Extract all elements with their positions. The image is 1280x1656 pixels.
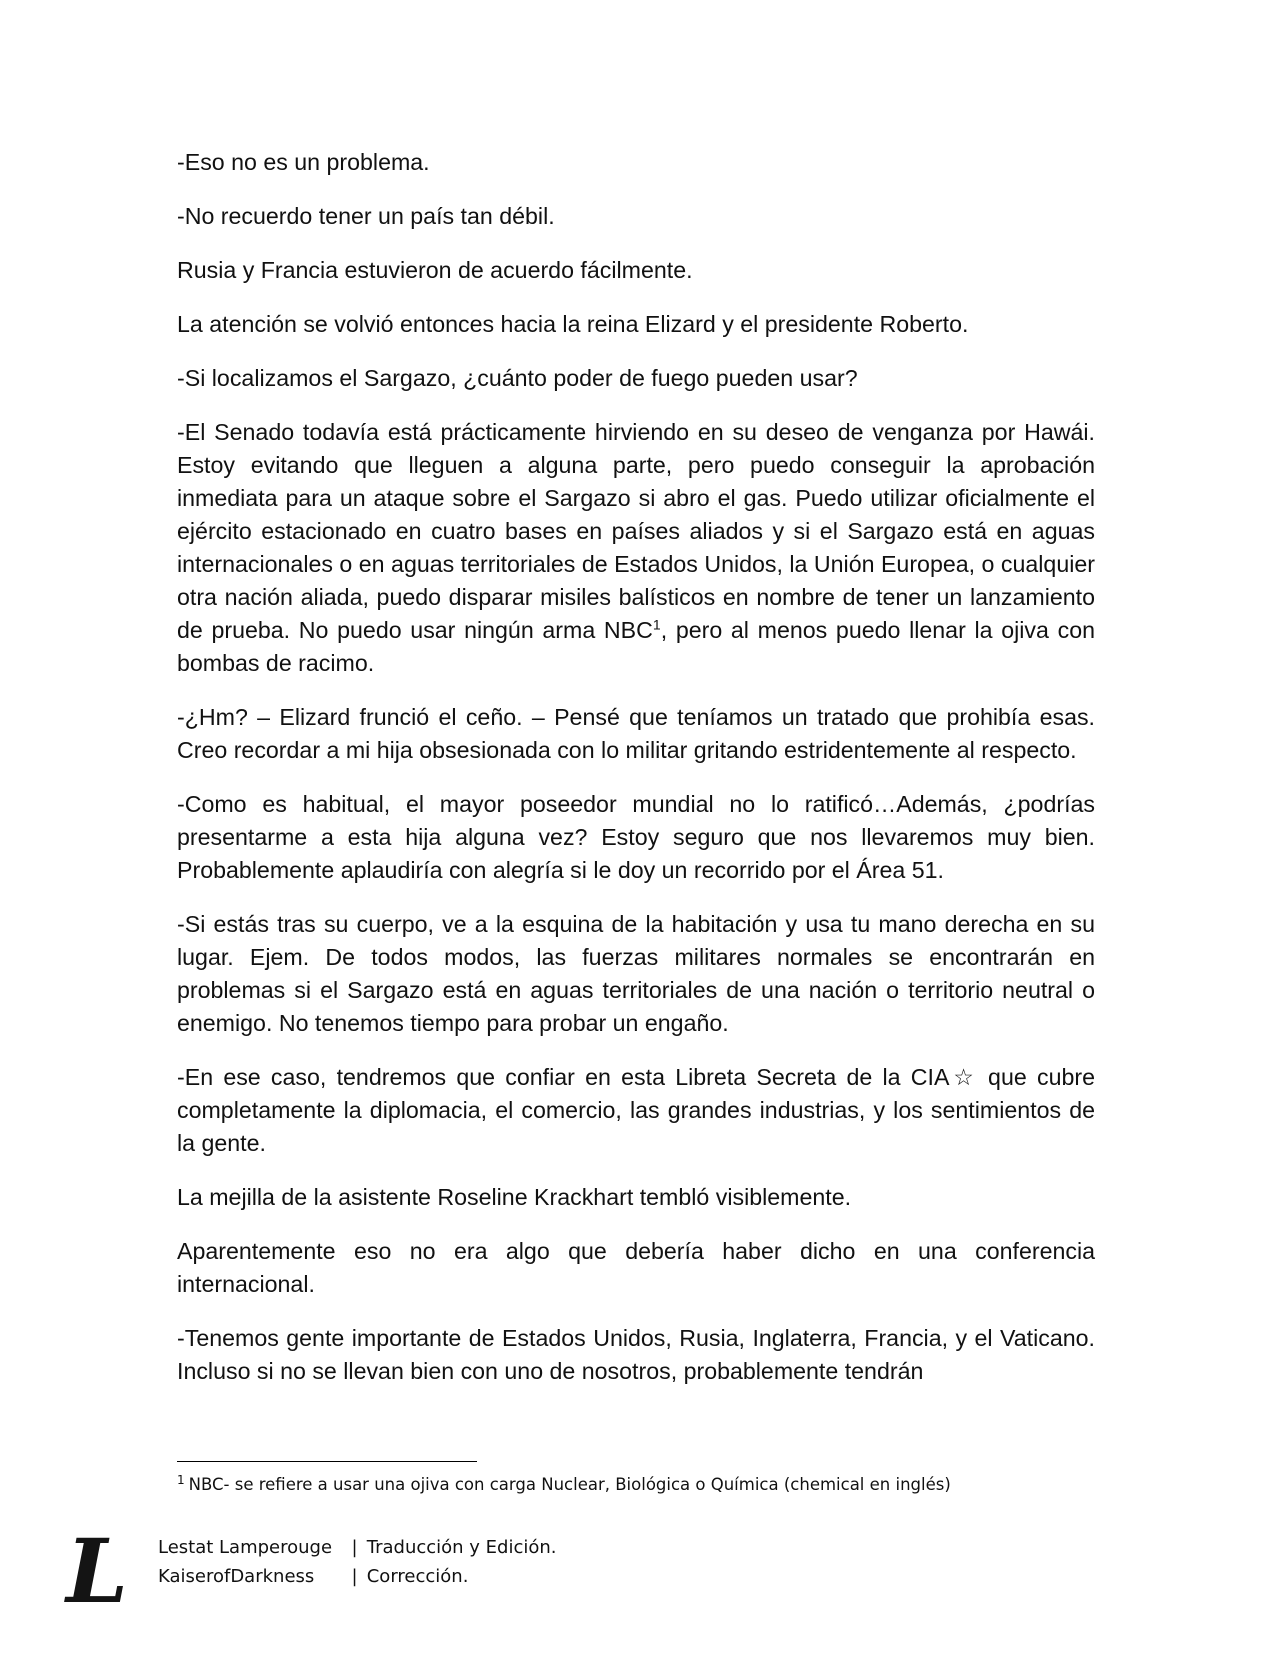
paragraph: -Si localizamos el Sargazo, ¿cuánto poder de fuego pueden usar?: [177, 365, 858, 391]
credit-separator: |: [351, 1537, 358, 1558]
paragraph: -Como es habitual, el mayor poseedor mundial no lo ratificó…Además, ¿podrías presentarme a esta hija alguna vez? Estoy seguro que nos llevaremos muy bien. Probablemente aplaudiría con alegría si le doy un recorrido por el Área 51.: [177, 791, 1095, 883]
credit-name: Lestat Lamperouge: [158, 1537, 333, 1558]
paragraph-text-continued: , pero al menos puedo llenar la ojiva con bombas de racimo.: [177, 617, 1095, 676]
credits: [158, 1533, 557, 1591]
l-logo-icon: [66, 1519, 128, 1623]
credit-row: [158, 1562, 557, 1591]
body-text: [177, 146, 1095, 1409]
paragraph-with-footnote: [177, 416, 1095, 680]
paragraph: -En ese caso, tendremos que confiar en esta Libreta Secreta de la CIA☆ que cubre completamente la diplomacia, el comercio, las grandes industrias, y los sentimientos de la gente.: [177, 1064, 1095, 1156]
credit-role: Corrección.: [366, 1566, 469, 1587]
credit-row: [158, 1533, 557, 1562]
paragraph: -No recuerdo tener un país tan débil.: [177, 203, 555, 229]
paragraph: -Tenemos gente importante de Estados Unidos, Rusia, Inglaterra, Francia, y el Vaticano. Incluso si no se llevan bien con uno de nosotros, probablemente tendrán: [177, 1325, 1095, 1384]
paragraph: La atención se volvió entonces hacia la reina Elizard y el presidente Roberto.: [177, 311, 969, 337]
footnote-number: 1: [177, 1472, 185, 1487]
paragraph: Aparentemente eso no era algo que debería haber dicho en una conferencia internacional.: [177, 1238, 1095, 1297]
footnote: [177, 1474, 1097, 1496]
paragraph: Rusia y Francia estuvieron de acuerdo fácilmente.: [177, 257, 693, 283]
paragraph: La mejilla de la asistente Roseline Krackhart tembló visiblemente.: [177, 1184, 852, 1210]
credit-separator: |: [351, 1566, 358, 1587]
footnote-divider: [177, 1461, 477, 1462]
paragraph: -¿Hm? – Elizard frunció el ceño. – Pensé que teníamos un tratado que prohibía esas. Creo recordar a mi hija obsesionada con lo militar gritando estridentemente al respecto.: [177, 704, 1095, 763]
footnote-text: NBC- se refiere a usar una ojiva con carga Nuclear, Biológica o Química (chemical en inglés): [188, 1475, 951, 1494]
paragraph-text: -El Senado todavía está prácticamente hirviendo en su deseo de venganza por Hawái. Estoy evitando que lleguen a alguna parte, pero puedo conseguir la aprobación inmediata para un ataque sobre el Sargazo si abro el gas. Puedo utilizar oficialmente el ejército estacionado en cuatro bases en países aliados y si el Sargazo está en aguas internacionales o en aguas territoriales de Estados Unidos, la Unión Europea, o cualquier otra nación aliada, puedo disparar misiles balísticos en nombre de tener un lanzamiento de prueba. No puedo usar ningún arma NBC: [177, 419, 1095, 643]
paragraph: -Si estás tras su cuerpo, ve a la esquina de la habitación y usa tu mano derecha en su lugar. Ejem. De todos modos, las fuerzas militares normales se encontrarán en problemas si el Sargazo está en aguas territoriales de una nación o territorio neutral o enemigo. No tenemos tiempo para probar un engaño.: [177, 911, 1095, 1036]
credit-role: Traducción y Edición.: [366, 1537, 557, 1558]
logo-letter: L: [66, 1519, 128, 1623]
paragraph: -Eso no es un problema.: [177, 149, 430, 175]
footnote-reference[interactable]: 1: [652, 616, 661, 633]
credit-name: KaiserofDarkness: [158, 1566, 315, 1587]
